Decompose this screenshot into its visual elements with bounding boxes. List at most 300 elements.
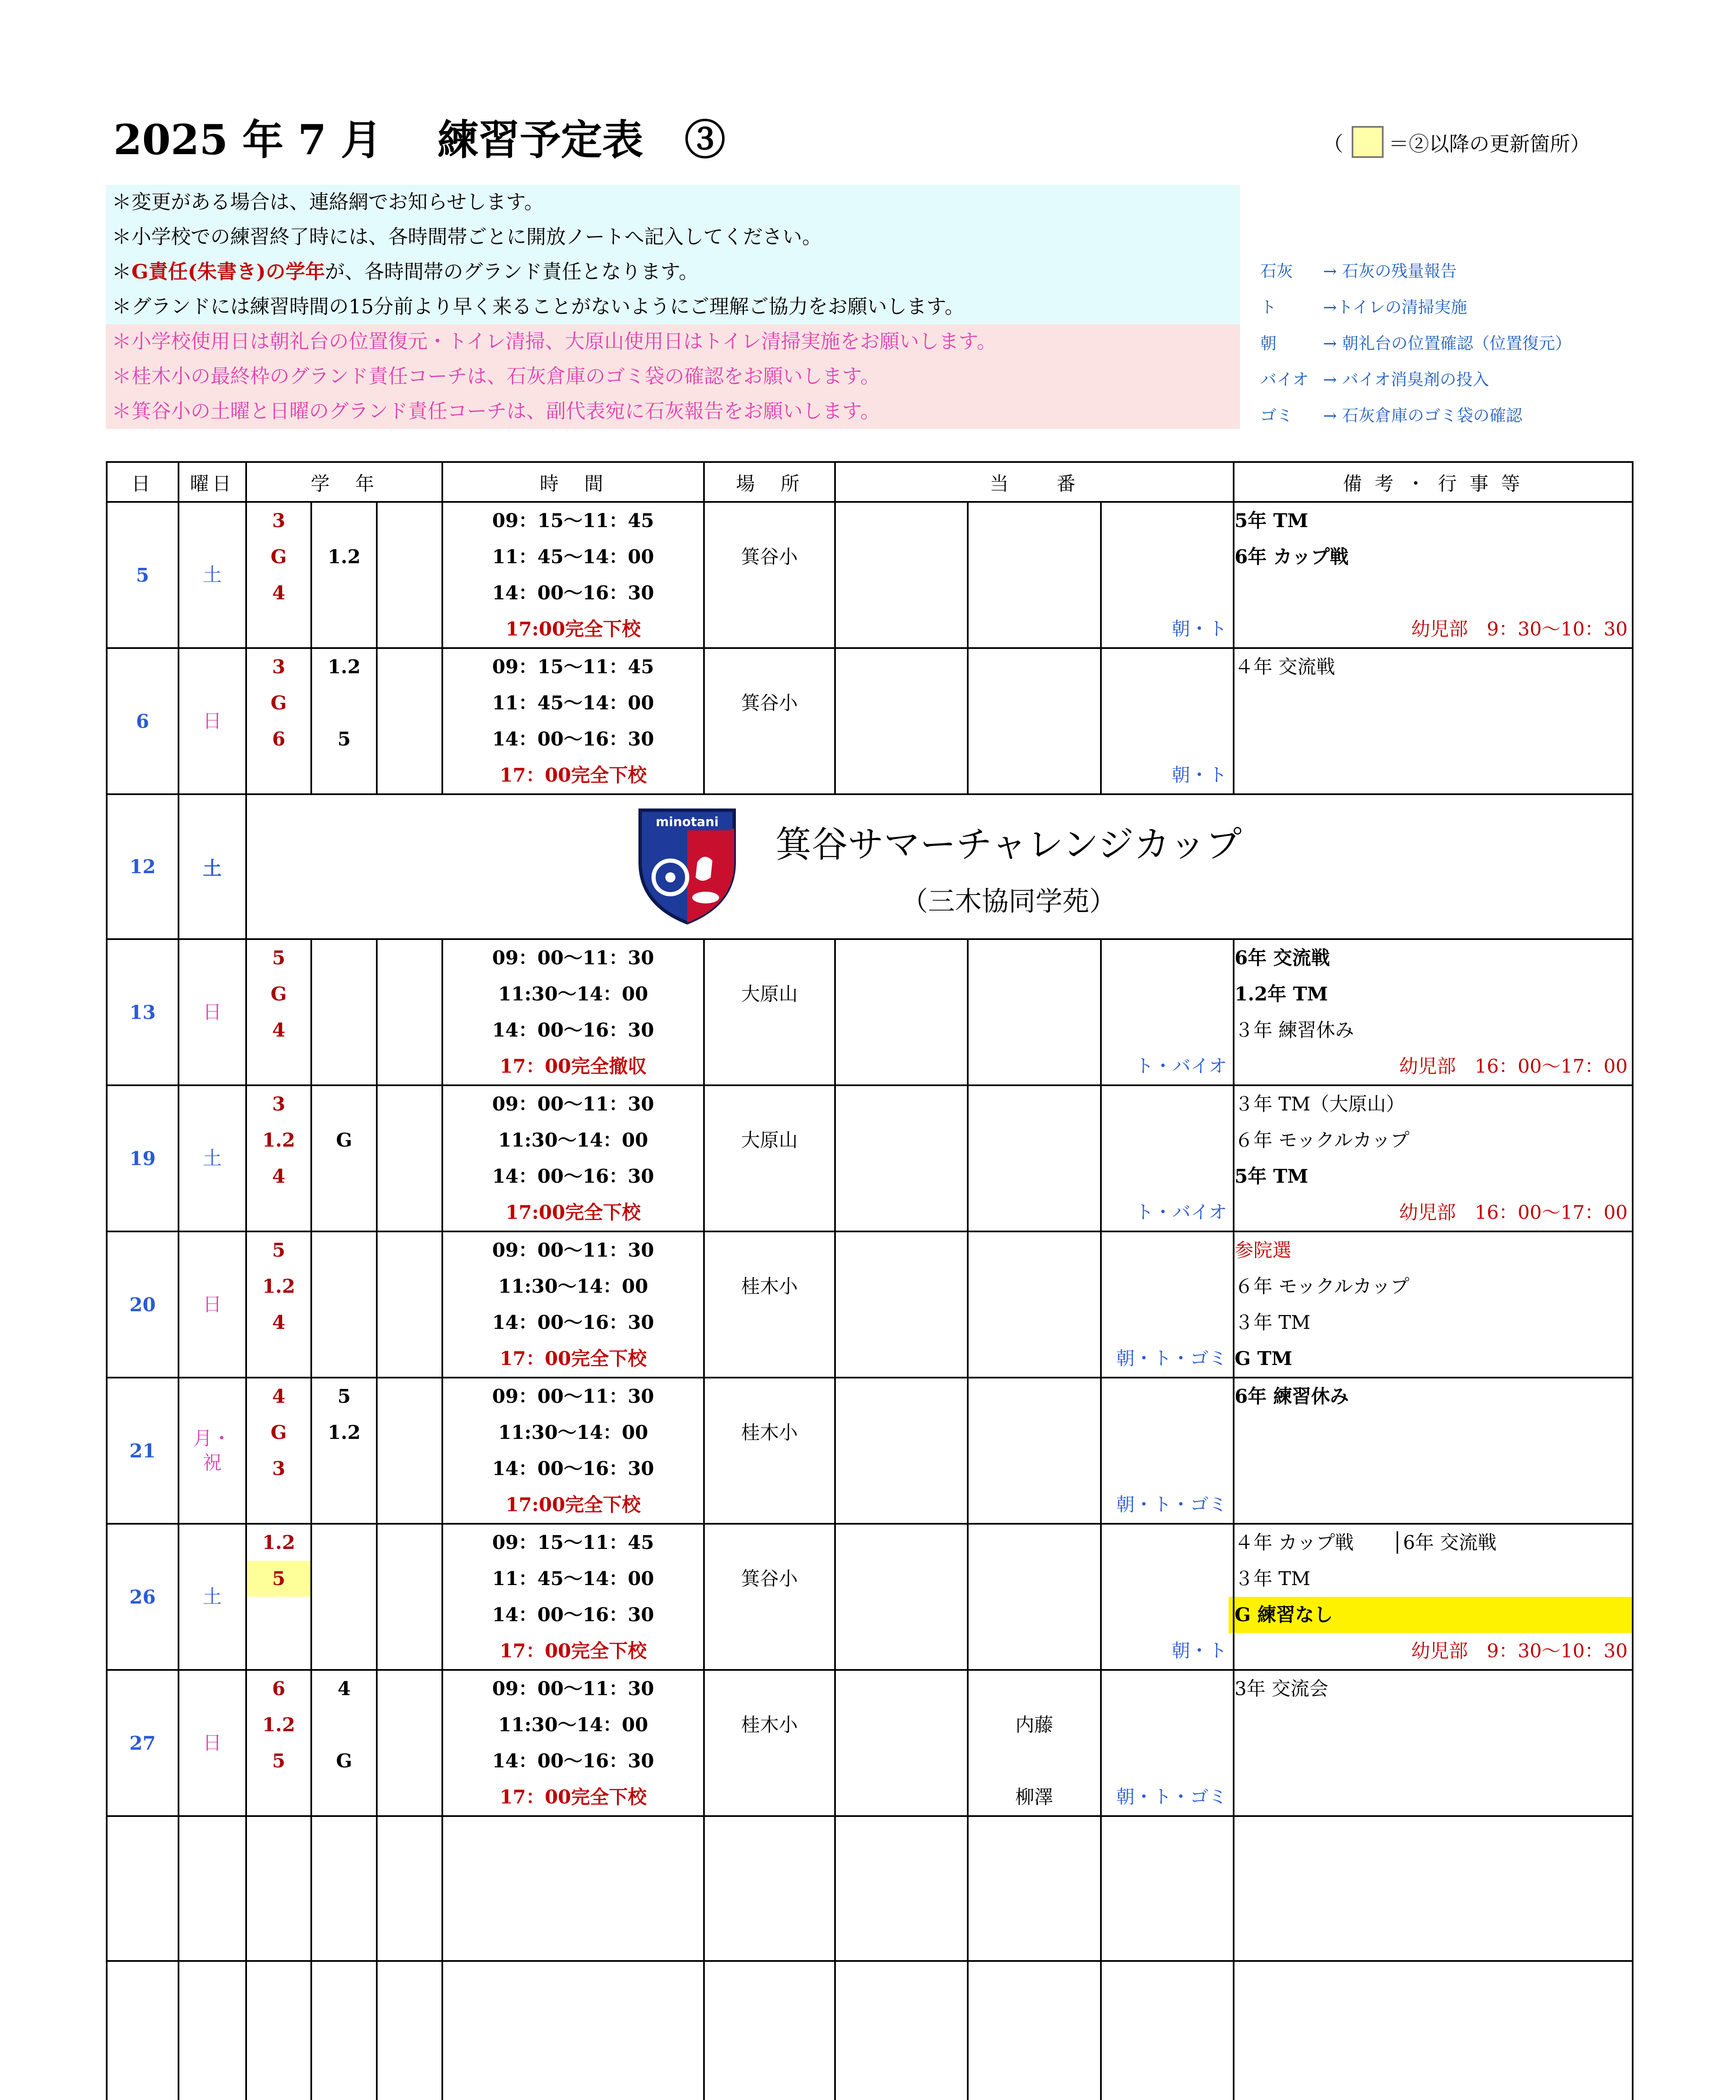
empty-cell bbox=[107, 1961, 179, 2100]
abbreviation-desc: →トイレの清掃実施 bbox=[1323, 298, 1467, 317]
table-row bbox=[107, 1378, 1633, 1524]
legend bbox=[1323, 126, 1590, 158]
grade-cell bbox=[311, 1231, 377, 1378]
place-name: 大原山 bbox=[741, 1129, 798, 1151]
duty-blank bbox=[1102, 1707, 1233, 1743]
abbreviation-row bbox=[1260, 331, 1701, 367]
cell-line bbox=[312, 1451, 376, 1487]
remark-line: 幼児部 9：30～10：30 bbox=[1411, 618, 1628, 640]
time-cell bbox=[442, 502, 704, 648]
duty-cell-3 bbox=[1101, 502, 1234, 648]
remark-line: 3年 交流会 bbox=[1234, 1677, 1329, 1700]
duty-cell-3 bbox=[1101, 1378, 1234, 1524]
remarks-cell bbox=[1234, 1085, 1633, 1231]
event-subtitle: （三木協同学苑） bbox=[901, 886, 1116, 917]
weekday-cell: 月・ 祝 bbox=[179, 1378, 246, 1524]
duty-blank bbox=[1102, 1012, 1233, 1048]
cell-line bbox=[312, 1597, 376, 1633]
duty-cell-3 bbox=[1101, 1524, 1234, 1670]
event-texts bbox=[775, 815, 1242, 919]
cell-line: 09：00～11：30 bbox=[492, 947, 654, 969]
cell-line: 11：45～14：00 bbox=[492, 1567, 654, 1590]
place-cell bbox=[704, 1524, 835, 1670]
duty-name bbox=[969, 1671, 1100, 1707]
grade-extra-cell bbox=[377, 1378, 442, 1524]
duty-assignment: 朝・ト bbox=[1171, 764, 1227, 786]
remarks-cell bbox=[1234, 1378, 1633, 1524]
cell-line: 5 bbox=[337, 1385, 351, 1407]
legend-open: （ bbox=[1323, 132, 1344, 156]
duty-name bbox=[969, 1487, 1100, 1523]
duty-name bbox=[969, 721, 1100, 757]
weekday-cell: 日 bbox=[179, 1231, 246, 1378]
cell-line: 4 bbox=[272, 1385, 286, 1407]
abbreviation-key-label: ゴミ bbox=[1260, 407, 1293, 425]
cell-line: 17：00完全下校 bbox=[499, 1786, 647, 1808]
remark-line bbox=[1234, 1415, 1632, 1451]
cell-line bbox=[312, 1305, 376, 1341]
cell-line: 17：00完全撤収 bbox=[499, 1055, 647, 1077]
event-row bbox=[107, 794, 1633, 939]
cell-line: 14：00～16：30 bbox=[492, 728, 654, 750]
empty-cell bbox=[1101, 1961, 1234, 2100]
cell-line: 14：00～16：30 bbox=[492, 1311, 654, 1334]
remark-line: ６年 モックルカップ bbox=[1234, 1129, 1410, 1151]
cell-line bbox=[312, 1268, 376, 1305]
time-cell bbox=[442, 1670, 704, 1816]
time-cell bbox=[442, 648, 704, 794]
place-name: 桂木小 bbox=[741, 1275, 798, 1297]
duty-cell-2 bbox=[968, 502, 1101, 648]
duty-name bbox=[969, 649, 1100, 685]
cell-line: 17:00完全下校 bbox=[505, 1494, 641, 1516]
remark-line: 6年 カップ戦 bbox=[1234, 546, 1349, 568]
duty-name bbox=[969, 1743, 1100, 1779]
empty-row bbox=[107, 1816, 1633, 1961]
cell-line: 1.2 bbox=[262, 1531, 295, 1554]
duty-cell-3 bbox=[1101, 939, 1234, 1085]
duty-name bbox=[969, 940, 1100, 976]
grade-extra-cell bbox=[377, 648, 442, 794]
duty-blank bbox=[1102, 721, 1233, 757]
duty-blank bbox=[1102, 940, 1233, 976]
grade-responsible-cell bbox=[246, 1670, 312, 1816]
place-cell bbox=[704, 648, 835, 794]
duty-blank bbox=[1102, 1415, 1233, 1451]
cell-line: 4 bbox=[272, 1311, 286, 1334]
table-row bbox=[107, 502, 1633, 648]
duty-blank bbox=[1102, 539, 1233, 575]
abbreviation-row bbox=[1260, 294, 1701, 331]
grade-cell bbox=[311, 1670, 377, 1816]
time-cell bbox=[442, 1524, 704, 1670]
remark-line: 幼児部 16：00～17：00 bbox=[1399, 1055, 1628, 1077]
remark-line: ３年 TM bbox=[1234, 1567, 1311, 1590]
remark-line: 幼児部 9：30～10：30 bbox=[1411, 1640, 1628, 1662]
duty-blank bbox=[1102, 503, 1233, 539]
header-duty: 当 番 bbox=[835, 462, 1234, 502]
empty-cell bbox=[377, 1816, 442, 1961]
weekday-cell: 土 bbox=[179, 1085, 246, 1231]
cell-line bbox=[312, 1158, 376, 1194]
day-cell: 6 bbox=[107, 648, 179, 794]
day-cell: 27 bbox=[107, 1670, 179, 1816]
remark-line bbox=[1234, 575, 1632, 611]
cell-line: 3 bbox=[272, 509, 286, 532]
cell-line bbox=[312, 1086, 376, 1122]
empty-cell bbox=[246, 1816, 312, 1961]
table-row bbox=[107, 648, 1633, 794]
legend-swatch bbox=[1352, 126, 1384, 158]
time-cell bbox=[442, 1231, 704, 1378]
cell-line: 17:00完全下校 bbox=[505, 618, 641, 640]
grade-extra-cell bbox=[377, 502, 442, 648]
duty-name bbox=[969, 539, 1100, 575]
cell-line bbox=[312, 1012, 376, 1048]
header-time: 時 間 bbox=[442, 462, 704, 502]
grade-responsible-cell bbox=[246, 1085, 312, 1231]
cell-line: 11：45～14：00 bbox=[492, 692, 654, 714]
duty-name: 内藤 bbox=[1015, 1714, 1053, 1736]
remarks-cell bbox=[1234, 1670, 1633, 1816]
cell-line bbox=[312, 1232, 376, 1268]
duty-assignment: 朝・ト・ゴミ bbox=[1116, 1348, 1227, 1369]
note-line: ＊箕谷小の土曜と日曜のグランド責任コーチは、副代表宛に石灰報告をお願いします。 bbox=[106, 394, 1240, 429]
day-cell: 21 bbox=[107, 1378, 179, 1524]
cell-line: 5 bbox=[247, 1561, 311, 1597]
cell-line: 17：00完全下校 bbox=[499, 1347, 647, 1370]
duty-cell-1 bbox=[835, 1378, 968, 1524]
place-cell bbox=[704, 939, 835, 1085]
abbreviation-desc: → バイオ消臭剤の投入 bbox=[1323, 370, 1489, 389]
grade-cell bbox=[311, 1085, 377, 1231]
day-cell: 13 bbox=[107, 939, 179, 1085]
cell-line bbox=[312, 1561, 376, 1597]
remark-line: ３年 練習休み bbox=[1234, 1019, 1354, 1041]
cell-line: 5 bbox=[272, 947, 286, 969]
remark-line bbox=[1234, 1707, 1632, 1743]
empty-cell bbox=[835, 1816, 968, 1961]
empty-cell bbox=[968, 1816, 1101, 1961]
cell-line bbox=[312, 1525, 376, 1561]
cell-line: 11：45～14：00 bbox=[492, 546, 654, 568]
cell-line: 4 bbox=[272, 1165, 286, 1187]
abbreviation-desc: → 石灰倉庫のゴミ袋の確認 bbox=[1323, 407, 1523, 425]
cell-line: 6 bbox=[272, 1677, 286, 1700]
cell-line bbox=[312, 940, 376, 976]
note-line: ＊グランドには練習時間の15分前より早く来ることがないようにご理解ご協力をお願いします。 bbox=[106, 289, 1240, 324]
duty-name bbox=[969, 1086, 1100, 1122]
cell-line: 09：00～11：30 bbox=[492, 1239, 654, 1261]
duty-cell-3 bbox=[1101, 1670, 1234, 1816]
cell-line bbox=[312, 1707, 376, 1743]
cell-line: 5 bbox=[272, 1239, 286, 1261]
duty-cell-1 bbox=[835, 1670, 968, 1816]
remark-line: G 練習なし bbox=[1229, 1597, 1632, 1633]
grade-responsible-cell bbox=[246, 1524, 312, 1670]
cell-line: 4 bbox=[337, 1677, 351, 1700]
cell-line: 1.2 bbox=[262, 1129, 295, 1151]
cell-line: 17：00完全下校 bbox=[499, 764, 647, 786]
duty-name bbox=[969, 1122, 1100, 1158]
cell-line: 1.2 bbox=[328, 546, 361, 568]
duty-blank bbox=[1102, 1086, 1233, 1122]
remark-line bbox=[1234, 757, 1632, 793]
empty-cell bbox=[1234, 1816, 1633, 1961]
note-line: ＊変更がある場合は、連絡網でお知らせします。 bbox=[106, 185, 1240, 220]
duty-blank bbox=[1102, 649, 1233, 685]
empty-cell bbox=[835, 1961, 968, 2100]
duty-name bbox=[969, 1451, 1100, 1487]
cell-line: G bbox=[336, 1129, 352, 1151]
day-cell: 12 bbox=[107, 794, 179, 939]
remarks-cell bbox=[1234, 1524, 1633, 1670]
empty-cell bbox=[246, 1961, 312, 2100]
duty-blank bbox=[1102, 1122, 1233, 1158]
duty-name bbox=[969, 1633, 1100, 1669]
weekday-cell: 土 bbox=[179, 502, 246, 648]
cell-line: 09：00～11：30 bbox=[492, 1093, 654, 1115]
duty-blank bbox=[1102, 575, 1233, 611]
remarks-cell bbox=[1234, 1231, 1633, 1378]
empty-cell bbox=[179, 1961, 246, 2100]
duty-cell-2 bbox=[968, 939, 1101, 1085]
empty-cell bbox=[704, 1816, 835, 1961]
weekday-cell: 土 bbox=[179, 1524, 246, 1670]
cell-line: 09：00～11：30 bbox=[492, 1385, 654, 1407]
event-content bbox=[247, 795, 1632, 938]
empty-cell bbox=[968, 1961, 1101, 2100]
cell-line bbox=[247, 1597, 311, 1633]
empty-cell bbox=[442, 1961, 704, 2100]
duty-cell-2 bbox=[968, 1085, 1101, 1231]
grade-cell bbox=[311, 939, 377, 1085]
duty-name bbox=[969, 1415, 1100, 1451]
header-day: 日 bbox=[107, 462, 179, 502]
cell-line bbox=[312, 976, 376, 1012]
grade-cell bbox=[311, 1378, 377, 1524]
duty-cell-2 bbox=[968, 1378, 1101, 1524]
duty-name bbox=[969, 503, 1100, 539]
grade-extra-cell bbox=[377, 1231, 442, 1378]
time-cell bbox=[442, 1085, 704, 1231]
empty-row bbox=[107, 1961, 1633, 2100]
duty-assignment: ト・バイオ bbox=[1135, 1202, 1227, 1223]
duty-blank bbox=[1102, 1305, 1233, 1341]
table-row bbox=[107, 1524, 1633, 1670]
cell-line: G bbox=[271, 983, 287, 1005]
remark-line: ３年 TM（大原山） bbox=[1234, 1093, 1405, 1115]
duty-cell-2 bbox=[968, 1231, 1101, 1378]
duty-blank bbox=[1102, 1743, 1233, 1779]
cell-line: 1.2 bbox=[262, 1714, 295, 1736]
empty-cell bbox=[377, 1961, 442, 2100]
grade-cell bbox=[311, 1524, 377, 1670]
duty-name bbox=[969, 1525, 1100, 1561]
weekday-cell: 日 bbox=[179, 939, 246, 1085]
table-row bbox=[107, 1670, 1633, 1816]
note-line: ＊小学校での練習終了時には、各時間帯ごとに開放ノートへ記入してください。 bbox=[106, 220, 1240, 255]
cell-line: 09：15～11：45 bbox=[492, 656, 654, 678]
grade-responsible-cell bbox=[246, 1378, 312, 1524]
place-cell bbox=[704, 1378, 835, 1524]
table-row bbox=[107, 1085, 1633, 1231]
remark-line: 幼児部 16：00～17：00 bbox=[1399, 1201, 1628, 1223]
place-name: 桂木小 bbox=[741, 1714, 798, 1736]
duty-name bbox=[969, 1232, 1100, 1268]
duty-blank bbox=[1102, 1378, 1233, 1415]
note-line bbox=[106, 255, 1240, 289]
cell-line: 3 bbox=[272, 656, 286, 678]
remark-line: ６年 モックルカップ bbox=[1234, 1275, 1410, 1297]
duty-name bbox=[969, 1341, 1100, 1377]
cell-line: 4 bbox=[272, 1019, 286, 1041]
cell-line: 14：00～16：30 bbox=[492, 582, 654, 604]
empty-cell bbox=[442, 1816, 704, 1961]
duty-blank bbox=[1102, 1597, 1233, 1633]
duty-name bbox=[969, 611, 1100, 647]
duty-name bbox=[969, 575, 1100, 611]
empty-cell bbox=[311, 1816, 377, 1961]
note-line: ＊小学校使用日は朝礼台の位置復元・トイレ清掃、大原山使用日はトイレ清掃実施をお願いします。 bbox=[106, 324, 1240, 359]
remark-line bbox=[1234, 1779, 1632, 1815]
remark-line bbox=[1234, 1487, 1632, 1523]
grade-responsible-cell bbox=[246, 1231, 312, 1378]
place-cell bbox=[704, 502, 835, 648]
cell-line: 17：00完全下校 bbox=[499, 1640, 647, 1662]
remark-line: 5年 TM bbox=[1234, 509, 1308, 532]
cell-line: 5 bbox=[337, 728, 351, 750]
abbreviation-key-label: ト bbox=[1260, 298, 1277, 317]
cell-line bbox=[312, 685, 376, 721]
day-cell: 19 bbox=[107, 1085, 179, 1231]
header-place: 場 所 bbox=[704, 462, 835, 502]
cell-line bbox=[312, 575, 376, 611]
weekday-cell: 土 bbox=[179, 794, 246, 939]
place-name: 桂木小 bbox=[741, 1421, 798, 1444]
grade-extra-cell bbox=[377, 1524, 442, 1670]
duty-name bbox=[969, 1048, 1100, 1084]
grade-cell bbox=[311, 648, 377, 794]
cell-line: G bbox=[271, 546, 287, 568]
duty-cell-1 bbox=[835, 648, 968, 794]
cell-line: 11:30～14：00 bbox=[498, 1714, 649, 1736]
note-suffix: が、各時間帯のグランド責任となります。 bbox=[325, 260, 699, 284]
duty-name bbox=[969, 1305, 1100, 1341]
day-cell: 20 bbox=[107, 1231, 179, 1378]
duty-cell-1 bbox=[835, 1231, 968, 1378]
cell-line: 1.2 bbox=[262, 1275, 295, 1297]
grade-extra-cell bbox=[377, 1670, 442, 1816]
duty-cell-2 bbox=[968, 1524, 1101, 1670]
abbreviation-key-label: バイオ bbox=[1260, 370, 1309, 389]
remark-line: ４年 カップ戦 │6年 交流戦 bbox=[1234, 1531, 1497, 1554]
cell-line: 6 bbox=[272, 728, 286, 750]
legend-text: ＝②以降の更新箇所） bbox=[1389, 132, 1591, 156]
duty-name: 柳澤 bbox=[1015, 1786, 1053, 1808]
cell-line: 09：15～11：45 bbox=[492, 1531, 654, 1554]
remark-line bbox=[1234, 1451, 1632, 1487]
duty-name bbox=[969, 757, 1100, 793]
place-cell bbox=[704, 1085, 835, 1231]
empty-cell bbox=[107, 1816, 179, 1961]
remark-line bbox=[1234, 1743, 1632, 1779]
logo-text: minotani bbox=[656, 815, 719, 830]
grade-extra-cell bbox=[377, 1085, 442, 1231]
cell-line: 14：00～16：30 bbox=[492, 1604, 654, 1626]
duty-name bbox=[969, 1597, 1100, 1633]
abbreviation-desc: → 朝礼台の位置確認（位置復元） bbox=[1323, 334, 1572, 353]
day-cell: 26 bbox=[107, 1524, 179, 1670]
duty-cell-2 bbox=[968, 1670, 1101, 1816]
remarks-cell bbox=[1234, 939, 1633, 1085]
remarks-cell bbox=[1234, 648, 1633, 794]
team-logo bbox=[637, 803, 738, 930]
duty-assignment: 朝・ト・ゴミ bbox=[1116, 1786, 1227, 1808]
page-title: 2025 年 7 月 練習予定表 ③ bbox=[113, 116, 726, 164]
schedule-table bbox=[106, 461, 1634, 2100]
duty-name bbox=[969, 1012, 1100, 1048]
duty-cell-3 bbox=[1101, 648, 1234, 794]
cell-line: 4 bbox=[272, 582, 286, 604]
place-name: 箕谷小 bbox=[741, 692, 798, 714]
cell-line: G bbox=[271, 1421, 287, 1444]
remark-line: 1.2年 TM bbox=[1234, 983, 1328, 1005]
duty-assignment: 朝・ト bbox=[1171, 1640, 1227, 1662]
duty-cell-1 bbox=[835, 502, 968, 648]
duty-name bbox=[969, 976, 1100, 1012]
duty-blank bbox=[1102, 1671, 1233, 1707]
event-title: 箕谷サマーチャレンジカップ bbox=[775, 823, 1242, 866]
cell-line: 09：00～11：30 bbox=[492, 1677, 654, 1700]
duty-name bbox=[969, 685, 1100, 721]
cell-line: 1.2 bbox=[328, 1421, 361, 1444]
remark-line bbox=[1234, 721, 1632, 757]
table-row bbox=[107, 1231, 1633, 1378]
place-cell bbox=[704, 1231, 835, 1378]
notes-box bbox=[106, 185, 1240, 429]
remark-line: 6年 練習休み bbox=[1234, 1385, 1349, 1407]
cell-line: 14：00～16：30 bbox=[492, 1750, 654, 1772]
note-highlight: G責任(朱書き)の学年 bbox=[131, 260, 325, 284]
abbreviation-row bbox=[1260, 258, 1701, 294]
duty-name bbox=[969, 1378, 1100, 1415]
remark-line: G TM bbox=[1234, 1347, 1292, 1370]
duty-cell-1 bbox=[835, 939, 968, 1085]
abbreviation-key-label: 朝 bbox=[1260, 334, 1277, 353]
cell-line: 09：15～11：45 bbox=[492, 509, 654, 532]
remark-line: 5年 TM bbox=[1234, 1165, 1308, 1187]
duty-blank bbox=[1102, 976, 1233, 1012]
weekday-cell: 日 bbox=[179, 648, 246, 794]
grade-extra-cell bbox=[377, 939, 442, 1085]
remarks-cell bbox=[1234, 502, 1633, 648]
place-name: 箕谷小 bbox=[741, 546, 798, 568]
duty-blank bbox=[1102, 1158, 1233, 1194]
duty-blank bbox=[1102, 1451, 1233, 1487]
header-remarks: 備 考 ・ 行 事 等 bbox=[1234, 462, 1633, 502]
duty-cell-3 bbox=[1101, 1231, 1234, 1378]
place-cell bbox=[704, 1670, 835, 1816]
remark-line: ４年 交流戦 bbox=[1234, 656, 1335, 678]
duty-cell-1 bbox=[835, 1524, 968, 1670]
abbreviation-row bbox=[1260, 367, 1701, 403]
grade-responsible-cell bbox=[246, 502, 312, 648]
remark-line bbox=[1234, 685, 1632, 721]
duty-assignment: 朝・ト・ゴミ bbox=[1116, 1494, 1227, 1515]
remark-line: 6年 交流戦 bbox=[1234, 947, 1330, 969]
time-cell bbox=[442, 939, 704, 1085]
